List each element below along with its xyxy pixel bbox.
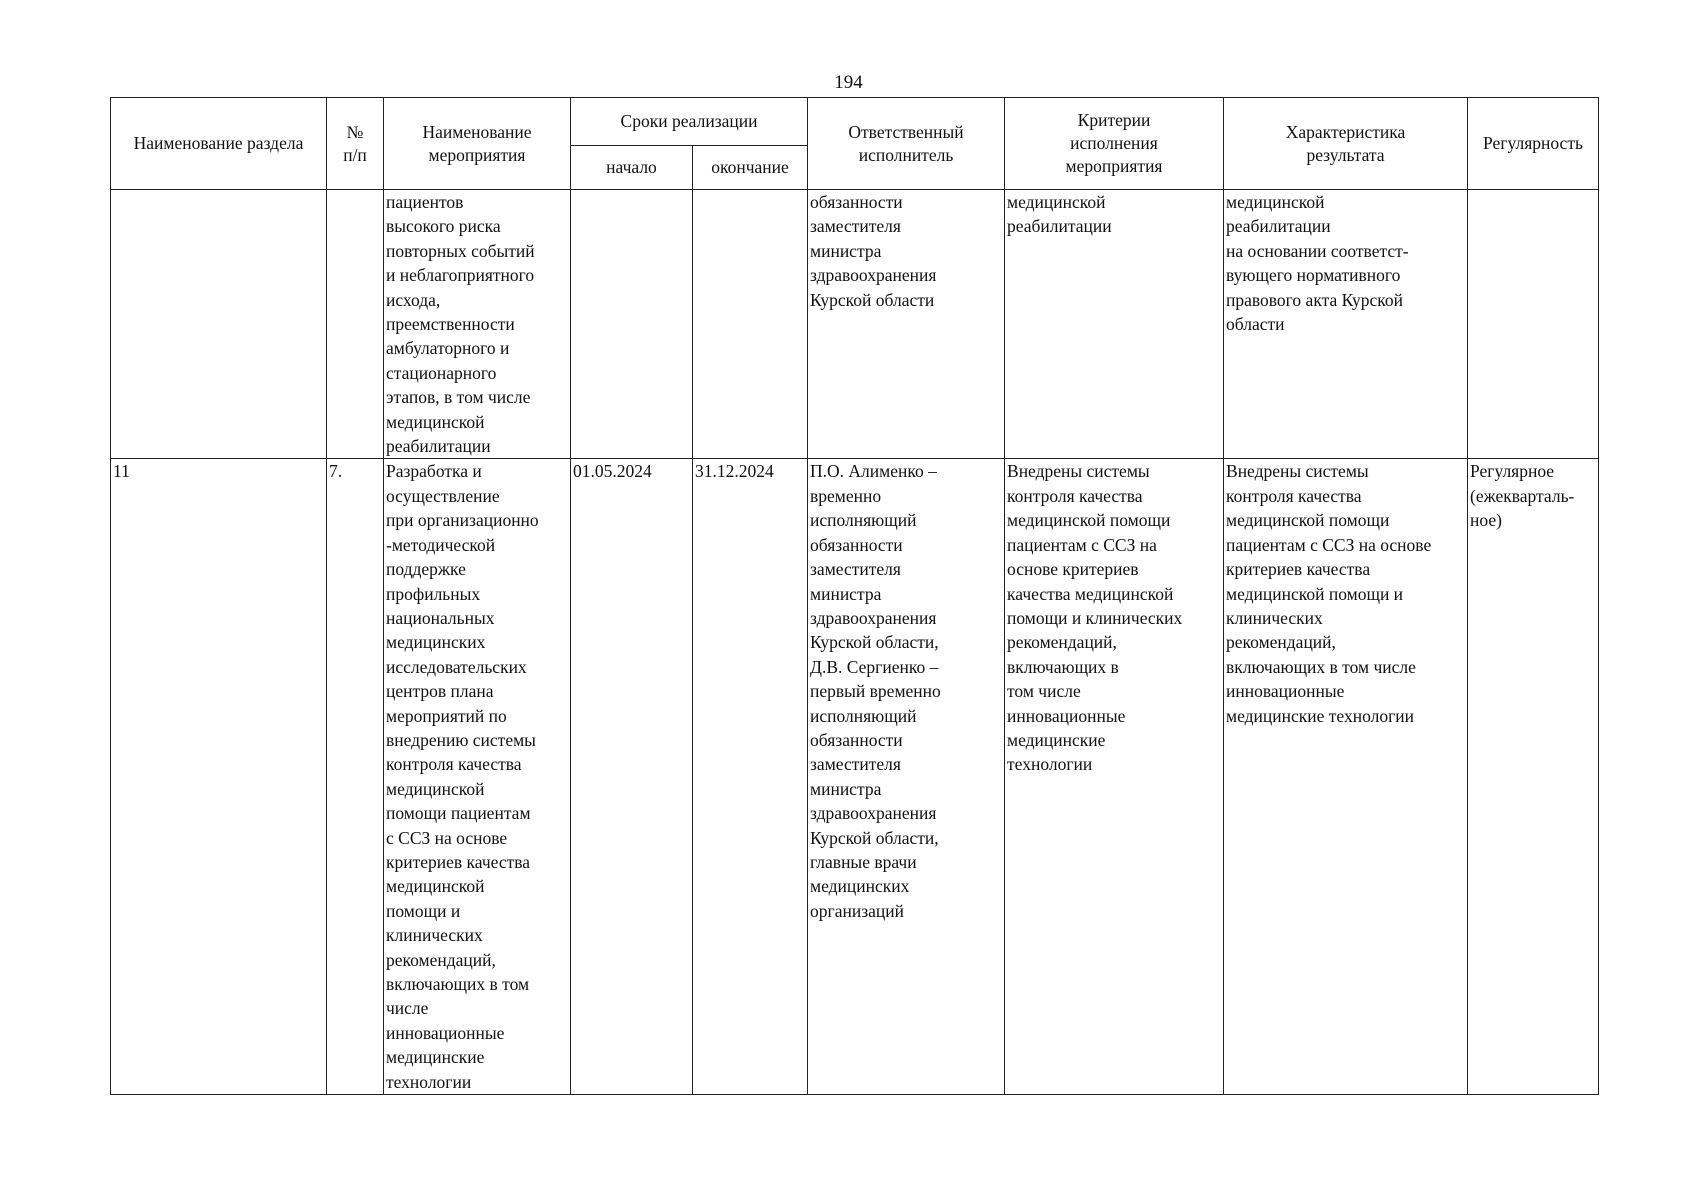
table-row: [111, 190, 1599, 459]
cell-event: пациентов высокого риска повторных событий и неблагоприятного исхода, преемственности амбулаторного и стационарного этапов, в том числе медицинской реабилитации: [384, 190, 571, 459]
table-header: [111, 98, 1599, 190]
cell-end: 31.12.2024: [693, 459, 808, 1095]
header-period: Сроки реализации: [571, 98, 808, 146]
table-row: [111, 459, 1599, 1095]
measures-table: [110, 97, 1599, 1095]
cell-start: [571, 190, 693, 459]
header-executor: Ответственный исполнитель: [808, 98, 1005, 190]
cell-regularity: Регулярное (ежекварталь- ное): [1468, 459, 1599, 1095]
cell-executor: обязанности заместителя министра здравоохранения Курской области: [808, 190, 1005, 459]
header-section-name: Наименование раздела: [111, 98, 327, 190]
header-result: Характеристика результата: [1224, 98, 1468, 190]
cell-start: 01.05.2024: [571, 459, 693, 1095]
page-number: 194: [834, 72, 863, 93]
cell-result: Внедрены системы контроля качества медицинской помощи пациентам с ССЗ на основе критериев качества медицинской помощи и клинических рекомендаций, включающих в том числе инновационные медицинские технологии: [1224, 459, 1468, 1095]
cell-number: 7.: [327, 459, 384, 1095]
cell-section: [111, 190, 327, 459]
cell-criteria: Внедрены системы контроля качества медицинской помощи пациентам с ССЗ на основе критериев качества медицинской помощи и клинических рекомендаций, включающих в том числе инновационные медицинские технологии: [1005, 459, 1224, 1095]
cell-section: 11: [111, 459, 327, 1095]
header-criteria: Критерии исполнения мероприятия: [1005, 98, 1224, 190]
cell-criteria: медицинской реабилитации: [1005, 190, 1224, 459]
header-event-name: Наименование мероприятия: [384, 98, 571, 190]
cell-end: [693, 190, 808, 459]
header-number: № п/п: [327, 98, 384, 190]
cell-result: медицинской реабилитации на основании соответст- вующего нормативного правового акта Курской области: [1224, 190, 1468, 459]
cell-regularity: [1468, 190, 1599, 459]
cell-executor: П.О. Алименко – временно исполняющий обязанности заместителя министра здравоохранения Курской области, Д.В. Сергиенко – первый временно исполняющий обязанности заместителя министра здравоохранения Курской области, главные врачи медицинских организаций: [808, 459, 1005, 1095]
header-start: начало: [571, 146, 693, 190]
cell-number: [327, 190, 384, 459]
cell-event: Разработка и осуществление при организационно -методической поддержке профильных национальных медицинских исследовательских центров плана мероприятий по внедрению системы контроля качества медицинской помощи пациентам с ССЗ на основе критериев качества медицинской помощи и клинических рекомендаций, включающих в том числе инновационные медицинские технологии: [384, 459, 571, 1095]
header-regularity: Регулярность: [1468, 98, 1599, 190]
header-end: окончание: [693, 146, 808, 190]
